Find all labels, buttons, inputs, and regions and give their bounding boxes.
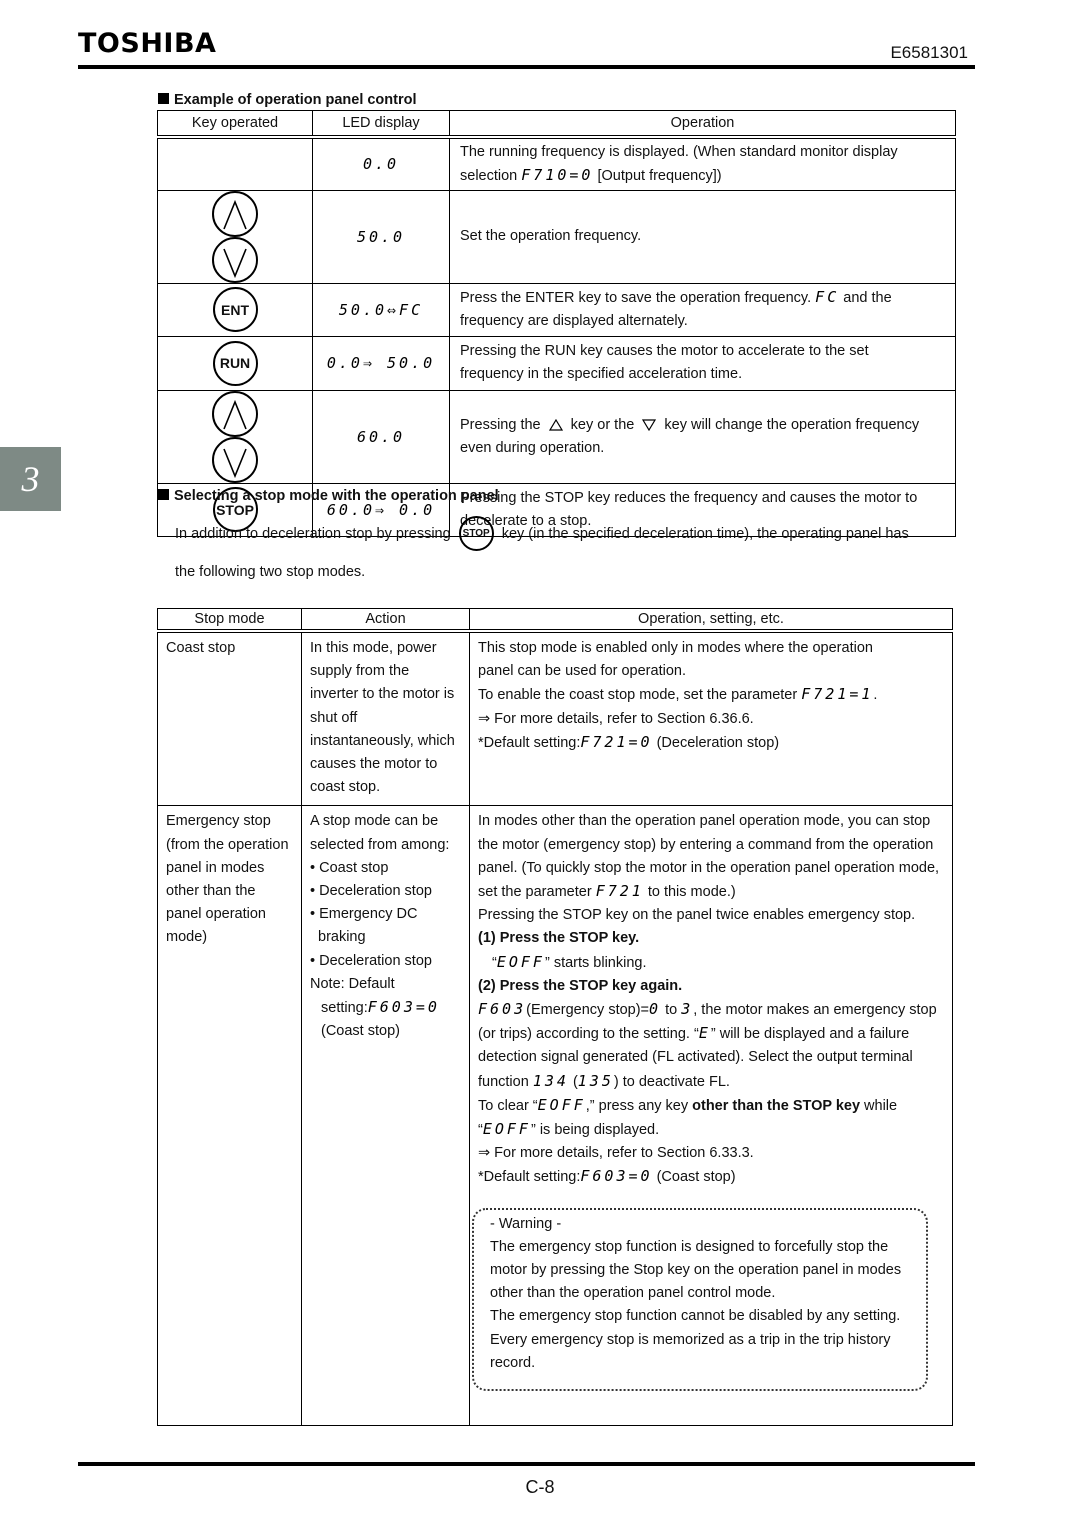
section-title bbox=[158, 488, 499, 504]
text: ,” press any key bbox=[585, 1097, 689, 1114]
text: Pressing the STOP key on the panel twice enables emergency stop. bbox=[478, 907, 916, 924]
operation-text bbox=[460, 414, 945, 437]
parameter-code: EOFF bbox=[537, 1095, 586, 1114]
table-row bbox=[158, 137, 956, 191]
table-header-row bbox=[158, 609, 953, 632]
text: *Default setting: bbox=[478, 734, 581, 751]
parameter-code: 3 bbox=[681, 1000, 694, 1019]
operation-text: Pressing the RUN key causes the motor to accelerate to the set bbox=[460, 343, 869, 360]
stop-mode-cell: Coast stop bbox=[158, 631, 302, 806]
text: (Deceleration stop) bbox=[656, 734, 780, 751]
led-cell bbox=[313, 190, 450, 283]
text: key (in the specified deceleration time), the operating panel has bbox=[501, 525, 909, 542]
key-cell bbox=[158, 137, 313, 191]
column-header: Action bbox=[302, 609, 470, 632]
parameter-code: F721=0 bbox=[580, 732, 653, 751]
down-triangle-icon bbox=[642, 419, 656, 431]
parameter-code: F710=0 bbox=[521, 165, 594, 184]
text: In addition to deceleration stop by pressing bbox=[175, 525, 451, 542]
operation-text: decelerate to a stop. bbox=[460, 512, 592, 529]
parameter-code: EOFF bbox=[496, 952, 545, 971]
led-cell bbox=[313, 390, 450, 483]
enter-key-icon: ENT bbox=[213, 287, 258, 332]
text: ⇒ For more details, refer to Section 6.33.3. bbox=[478, 1145, 754, 1162]
action-cell: In this mode, power supply from the inverter to the motor is shut off instantaneously, which causes the motor to coast stop. bbox=[302, 631, 470, 806]
column-header: LED display bbox=[313, 111, 450, 137]
led-display: 0.0 bbox=[362, 155, 400, 173]
run-key-icon: RUN bbox=[213, 341, 258, 386]
operation-cell bbox=[450, 283, 956, 337]
text: • Coast stop bbox=[310, 859, 389, 876]
text: “EOFF” starts blinking. bbox=[492, 952, 647, 971]
chapter-tab: 3 bbox=[0, 447, 61, 511]
parameter-code: 135 bbox=[577, 1071, 614, 1090]
text: (Coast stop) bbox=[321, 1023, 400, 1040]
led-cell bbox=[313, 137, 450, 191]
parameter-code: F721=1 bbox=[801, 685, 874, 704]
table-row bbox=[158, 631, 953, 806]
parameter-code: 0 bbox=[649, 1000, 662, 1019]
table-row bbox=[158, 190, 956, 283]
text: selection bbox=[460, 167, 518, 184]
led-display: 50.0 bbox=[356, 227, 406, 246]
document-number: E6581301 bbox=[890, 43, 968, 62]
section-title-text: Example of operation panel control bbox=[174, 92, 417, 108]
parameter-code: F603=0 bbox=[367, 998, 440, 1017]
text: A stop mode can be selected from among: bbox=[310, 813, 450, 853]
intro-paragraph: the following two stop modes. bbox=[175, 564, 366, 580]
led-display: 50.0⇔FC bbox=[338, 300, 424, 319]
text: To clear “ bbox=[478, 1097, 538, 1114]
step-heading: (1) Press the STOP key. bbox=[478, 930, 640, 947]
text: key or the bbox=[570, 416, 635, 433]
text: (Emergency stop)= bbox=[526, 1002, 650, 1019]
text: (Coast stop) bbox=[656, 1169, 736, 1186]
footer-rule bbox=[78, 1462, 975, 1466]
text: To enable the coast stop mode, set the parameter F721=1. bbox=[478, 685, 878, 704]
up-triangle-icon bbox=[549, 419, 563, 431]
key-cell bbox=[158, 283, 313, 337]
operation-cell bbox=[450, 137, 956, 191]
step-heading: (2) Press the STOP key again. bbox=[478, 977, 683, 994]
warning-box bbox=[472, 1208, 928, 1391]
led-display: 0.0⇒ 50.0 bbox=[326, 354, 436, 373]
text: In modes other than the operation panel operation mode, you can stop the motor (emergency stop) by entering a command from the operation panel. (To quickly stop the motor in the operation panel operation mode, set the parameter bbox=[478, 813, 940, 901]
text: • Deceleration stop bbox=[310, 883, 432, 900]
text bbox=[310, 996, 461, 1020]
parameter-code: FC bbox=[815, 288, 840, 307]
text: while bbox=[864, 1097, 898, 1114]
text: F603(Emergency stop)=0 to 3, the motor makes an emergency stop (or trips) according to the setting. “E” will be displayed and a failure detection signal generated (FL activated). Select the output terminal function 134 (135) to deactivate FL. bbox=[478, 1000, 937, 1090]
key-cell bbox=[158, 390, 313, 483]
text: ) to deactivate FL. bbox=[613, 1073, 730, 1090]
operation-cell bbox=[470, 806, 953, 1426]
key-cell bbox=[158, 190, 313, 283]
text: Pressing the bbox=[460, 416, 541, 433]
square-bullet-icon bbox=[158, 489, 169, 500]
text: other than the STOP key bbox=[692, 1097, 861, 1114]
stop-mode-cell: Emergency stop (from the operation panel in modes other than the panel operation mode) bbox=[158, 806, 302, 1426]
column-header: Operation, setting, etc. bbox=[470, 609, 953, 632]
parameter-code: F603 bbox=[478, 1000, 527, 1019]
text: ” will be displayed and a failure detection signal generated (FL activated). Select the output terminal function bbox=[478, 1026, 913, 1090]
table-header-row bbox=[158, 111, 956, 137]
text: [Output frequency]) bbox=[597, 167, 722, 184]
operation-cell bbox=[450, 190, 956, 283]
parameter-code: F721 bbox=[595, 882, 644, 901]
down-key-icon bbox=[212, 437, 258, 483]
stop-key-icon: STOP bbox=[459, 516, 494, 551]
column-header: Stop mode bbox=[158, 609, 302, 632]
led-display: 60.0⇒ 0.0 bbox=[326, 500, 436, 519]
parameter-code: E bbox=[698, 1024, 711, 1043]
text: and the bbox=[843, 290, 892, 307]
operation-text: even during operation. bbox=[460, 439, 605, 456]
operation-cell bbox=[470, 631, 953, 806]
operation-text: The running frequency is displayed. (When standard monitor display bbox=[460, 143, 898, 160]
parameter-code: 134 bbox=[532, 1071, 569, 1090]
up-key-icon bbox=[212, 391, 258, 437]
text: panel can be used for operation. bbox=[478, 663, 686, 680]
up-key-icon bbox=[212, 191, 258, 237]
operation-text bbox=[460, 164, 945, 188]
text: To enable the coast stop mode, set the parameter bbox=[478, 687, 798, 704]
warning-text: The emergency stop function cannot be disabled by any setting. Every emergency stop is memorized as a trip in the trip history record. bbox=[490, 1308, 901, 1371]
parameter-code: F603=0 bbox=[580, 1167, 653, 1186]
operation-text: frequency in the specified acceleration time. bbox=[460, 366, 743, 383]
parameter-code: EOFF bbox=[482, 1120, 531, 1139]
text: • Emergency DC bbox=[310, 906, 418, 923]
section-title bbox=[158, 92, 417, 108]
stop-mode-table bbox=[157, 608, 953, 1426]
text: key will change the operation frequency bbox=[664, 416, 920, 433]
warning-text: The emergency stop function is designed to forcefully stop the motor by pressing the Stop key on the operation panel in modes other than the operation panel control mode. bbox=[490, 1238, 902, 1302]
stop-key-icon: STOP bbox=[213, 487, 258, 532]
section-title-text: Selecting a stop mode with the operation panel bbox=[174, 488, 499, 504]
text: Note: Default bbox=[310, 975, 395, 992]
text: ” is being displayed. bbox=[530, 1122, 660, 1139]
operation-cell bbox=[450, 337, 956, 391]
operation-text: Pressing the STOP key reduces the frequency and causes the motor to bbox=[460, 489, 918, 506]
text: setting: bbox=[321, 1000, 368, 1017]
text: to bbox=[665, 1002, 678, 1019]
led-cell bbox=[313, 283, 450, 337]
page-number: C-8 bbox=[525, 1477, 555, 1497]
text bbox=[478, 1165, 944, 1189]
text: • Deceleration stop bbox=[310, 952, 432, 969]
text: to this mode.) bbox=[647, 884, 736, 901]
operation-cell bbox=[450, 390, 956, 483]
operation-text bbox=[460, 286, 945, 310]
operation-table bbox=[157, 110, 956, 537]
text bbox=[478, 810, 944, 904]
text bbox=[478, 731, 944, 755]
intro-paragraph bbox=[175, 516, 909, 551]
down-key-icon bbox=[212, 237, 258, 283]
column-header: Operation bbox=[450, 111, 956, 137]
table-row bbox=[158, 806, 953, 1426]
action-cell bbox=[302, 806, 470, 1426]
text: Press the ENTER key to save the operation frequency. bbox=[460, 290, 812, 307]
led-cell bbox=[313, 337, 450, 391]
operation-text: Set the operation frequency. bbox=[460, 228, 642, 244]
square-bullet-icon bbox=[158, 93, 169, 104]
text: braking bbox=[318, 929, 366, 946]
key-cell bbox=[158, 337, 313, 391]
text: ⇒ For more details, refer to Section 6.36.6. bbox=[478, 710, 754, 727]
text: This stop mode is enabled only in modes where the operation bbox=[478, 640, 873, 656]
brand-logo: TOSHIBA bbox=[78, 28, 217, 59]
text: , the motor makes an emergency stop (or trips) according to the setting. “ bbox=[478, 1002, 937, 1043]
text: To clear “EOFF,” press any key other than the STOP key while “EOFF” is being displayed. bbox=[478, 1095, 898, 1139]
table-row bbox=[158, 283, 956, 337]
table-row bbox=[158, 390, 956, 483]
header-rule bbox=[78, 65, 975, 69]
text: ” starts blinking. bbox=[544, 954, 647, 971]
warning-title: - Warning - bbox=[490, 1215, 562, 1232]
table-row bbox=[158, 337, 956, 391]
led-display: 60.0 bbox=[356, 427, 406, 446]
text: *Default setting: bbox=[478, 1169, 581, 1186]
column-header: Key operated bbox=[158, 111, 313, 137]
operation-text: frequency are displayed alternately. bbox=[460, 313, 688, 330]
